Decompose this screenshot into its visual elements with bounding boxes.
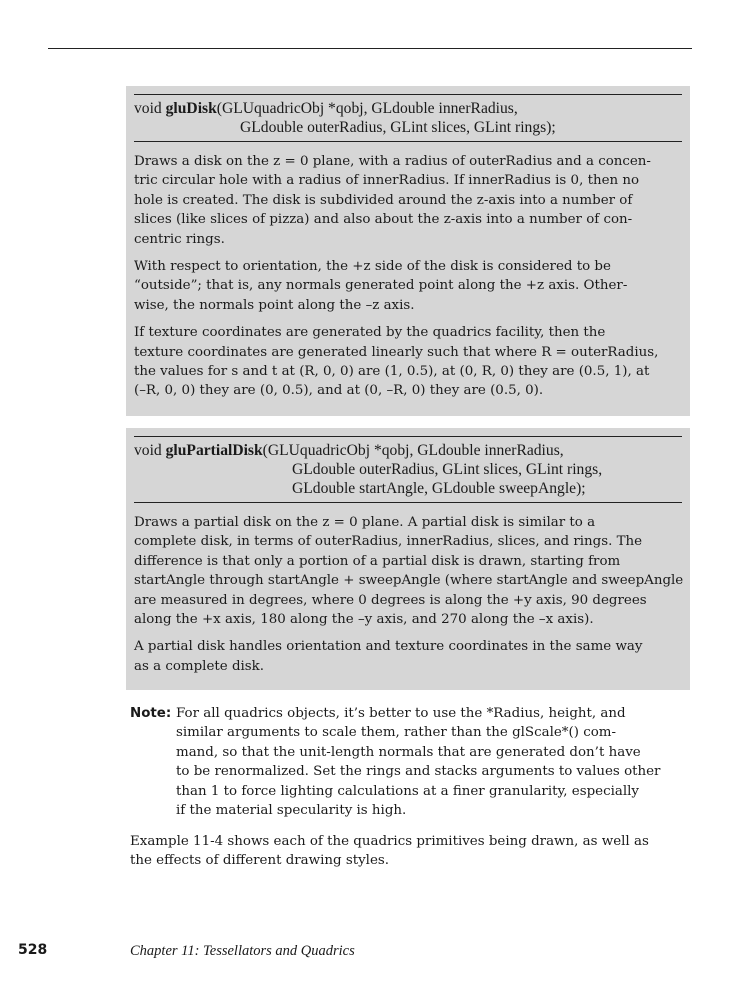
text-line: (–R, 0, 0) they are (0, 0.5), and at (0, –R, 0) they are (0.5, 0).: [134, 383, 544, 399]
text-line: If texture coordinates are generated by the quadrics facility, then the: [134, 325, 606, 341]
signature-line: [134, 441, 682, 460]
text-line: as a complete disk.: [134, 658, 265, 674]
text-line: are measured in degrees, where 0 degrees is along the +y axis, 90 degrees: [134, 592, 647, 608]
text-line: A partial disk handles orientation and texture coordinates in the same way: [134, 639, 643, 655]
header-rule: [48, 48, 692, 49]
text-line: mand, so that the unit-length normals that are generated don’t have: [176, 744, 641, 760]
note-block: [130, 704, 690, 820]
text-line: tric circular hole with a radius of innerRadius. If innerRadius is 0, then no: [134, 173, 640, 189]
signature-line: [134, 99, 682, 118]
text-line: similar arguments to scale them, rather than the glScale*() com-: [176, 725, 616, 741]
glupartialdisk-signature: [134, 436, 682, 503]
signature-args: (GLUquadricObj *qobj, GLdouble innerRadius,: [216, 100, 518, 117]
description-paragraph: [134, 257, 682, 315]
text-line: With respect to orientation, the +z side of the disk is considered to be: [134, 259, 611, 275]
text-line: Draws a disk on the z = 0 plane, with a radius of outerRadius and a concen-: [134, 154, 651, 169]
note-body: [176, 704, 690, 820]
text-line: to be renormalized. Set the rings and stacks arguments to values other: [176, 764, 661, 780]
text-line: difference is that only a portion of a partial disk is drawn, starting from: [134, 553, 621, 569]
text-line: along the +x axis, 180 along the –y axis, and 270 along the –x axis).: [134, 612, 594, 628]
page-number: 528: [18, 942, 48, 958]
text-line: startAngle through startAngle + sweepAngle (where startAngle and sweepAngle: [134, 573, 684, 589]
signature-return-type: void: [134, 100, 166, 117]
signature-line: GLdouble outerRadius, GLint slices, GLint rings,: [292, 461, 603, 478]
text-line: Draws a partial disk on the z = 0 plane. A partial disk is similar to a: [134, 515, 596, 530]
text-line: the values for s and t at (R, 0, 0) are (1, 0.5), at (0, R, 0) they are (0.5, 1), at: [134, 364, 650, 380]
text-line: Example 11-4 shows each of the quadrics primitives being drawn, as well as: [130, 834, 649, 849]
note-label: Note:: [130, 706, 172, 721]
description-paragraph: [134, 152, 682, 249]
gludisk-signature: [134, 94, 682, 142]
signature-return-type: void: [134, 442, 166, 459]
text-line: texture coordinates are generated linearly such that where R = outerRadius,: [134, 344, 659, 360]
body-paragraph: [130, 832, 690, 871]
text-line: “outside”; that is, any normals generated point along the +z axis. Other-: [134, 278, 628, 294]
chapter-title: Chapter 11: Tessellators and Quadrics: [130, 943, 355, 959]
text-line: wise, the normals point along the –z axis.: [134, 297, 415, 313]
text-line: For all quadrics objects, it’s better to use the *Radius, height, and: [176, 706, 626, 721]
text-line: the effects of different drawing styles.: [130, 853, 390, 869]
text-line: hole is created. The disk is subdivided around the z-axis into a number of: [134, 192, 633, 208]
function-name: gluPartialDisk: [165, 442, 263, 459]
text-line: if the material specularity is high.: [176, 803, 407, 819]
signature-line: GLdouble outerRadius, GLint slices, GLint rings);: [240, 119, 556, 136]
text-line: complete disk, in terms of outerRadius, innerRadius, slices, and rings. The: [134, 534, 643, 550]
text-line: slices (like slices of pizza) and also about the z-axis into a number of con-: [134, 212, 633, 228]
description-paragraph: [134, 513, 682, 629]
signature-line: GLdouble startAngle, GLdouble sweepAngle);: [292, 480, 586, 497]
description-paragraph: [134, 637, 682, 676]
text-line: centric rings.: [134, 231, 225, 247]
glupartialdisk-reference-box: [126, 428, 690, 690]
text-line: than 1 to force lighting calculations at a finer granularity, especially: [176, 783, 639, 799]
description-paragraph: [134, 323, 682, 401]
function-name: gluDisk: [165, 100, 217, 117]
signature-args: (GLUquadricObj *qobj, GLdouble innerRadius,: [262, 442, 564, 459]
gludisk-reference-box: [126, 86, 690, 416]
